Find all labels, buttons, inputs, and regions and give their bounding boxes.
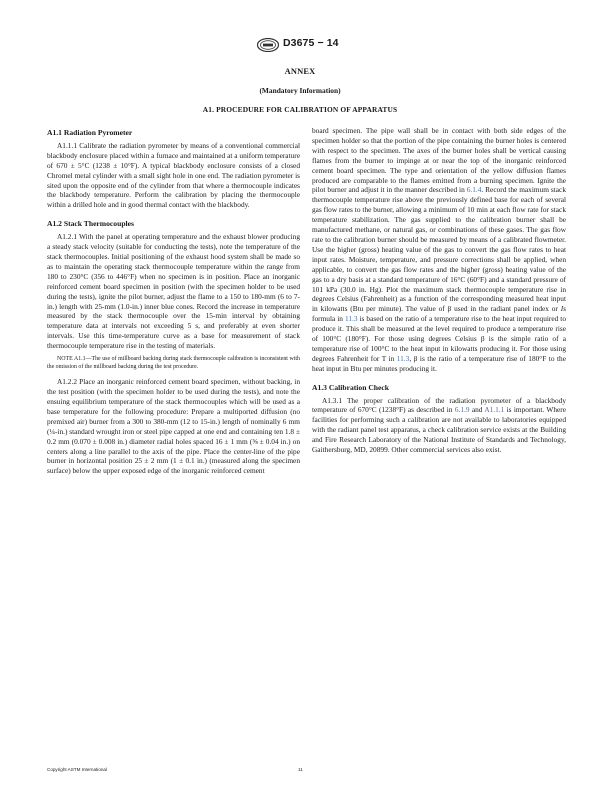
paragraph-a1-1-1: A1.1.1 Calibrate the radiation pyrometer by means of a conventional commercial blackbody enclosure placed within a furnace and maintained at a uniform temperature of 670 ± 5°C (1238 ± 10°F). A typical blackbody enclosure consists of a closed Chromel metal cylinder with a small sight hole in one end. The radiation pyrometer is sited upon the opposite end of the cylinder from that where a thermocouple indicates the blackbody temperature. Perform the calibration by placing the thermocouple within a drilled hole and in good thermal contact with the blackbody. xyxy=(47,140,300,210)
paragraph-text: A1.3.1 The proper calibration of the radiation pyrometer of a blackbody temperature of 670°C (1238°F) as described in xyxy=(312,395,566,415)
section-heading-a1-1: A1.1 Radiation Pyrometer xyxy=(47,128,133,137)
right-column xyxy=(312,126,566,459)
paragraph-text: is important. Where facilities for performing such a calibration are not available to laboratories equipped with the radiant panel test apparatus, a check calibration service exists at the Building and Fire Research Laboratory of the National Institute of Standards and Technology, Gaithersburg, MD, 20899. Other commercial services also exist. xyxy=(312,405,566,455)
section-heading-a1-2: A1.2 Stack Thermocouples xyxy=(47,219,134,229)
annex-title: ANNEX xyxy=(284,67,316,76)
paragraph-a1-2-2-continued xyxy=(312,126,566,374)
mandatory-label: (Mandatory Information) xyxy=(259,86,341,95)
link-6-1-9[interactable]: 6.1.9 xyxy=(454,405,470,415)
link-11-3[interactable]: 11.3 xyxy=(344,314,358,324)
paragraph-text: , β is the ratio of a temperature rise of 180°F to the heat input in Btu per minutes producing it. xyxy=(312,353,566,373)
note-a1-1: NOTE A1.1—The use of millboard backing during stack thermocouple calibration is inconsistent with the omission of the millboard backing during the test procedure. xyxy=(47,356,300,370)
document-header xyxy=(0,37,600,53)
page-number: 11 xyxy=(298,767,303,772)
astm-logo-icon xyxy=(257,38,279,52)
paragraph-text: is based on the ratio of a temperature rise to the heat input required to produce it. This shall be measured at the level required to produce a temperature rise of 100°C (180°F). For those using degrees Celsius β is the simple ratio of a temperature rise of 100°C to the heat input in kilowatts producing it. For those using degrees Fahrenheit for T in xyxy=(312,314,566,363)
standard-designation: D3675 − 14 xyxy=(283,37,339,49)
link-11-3[interactable]: 11.3 xyxy=(396,353,410,363)
left-column xyxy=(47,126,300,480)
procedure-title: A1. PROCEDURE FOR CALIBRATION OF APPARATUS xyxy=(202,105,398,114)
copyright-footer: Copyright ASTM International xyxy=(47,767,108,772)
link-6-1-4[interactable]: 6.1.4 xyxy=(466,185,482,195)
paragraph-a1-3-1 xyxy=(312,396,566,455)
paragraph-text: and xyxy=(469,405,485,415)
paragraph-text: formula in xyxy=(312,314,345,324)
link-a1-1-1[interactable]: A1.1.1 xyxy=(484,405,505,415)
paragraph-text: board specimen. The pipe wall shall be in contact with both side edges of the specimen holder so that the portion of the pipe containing the burner holes is centered with respect to the specimen. The axes of the burner holes shall be vertical causing flames from the burner to impinge at or near the top of the inorganic reinforced cement board specimen. The type and orientation of the yellow diffusion flames produced are comparable to the flames emitted from a burning specimen. Ignite the pilot burner and adjust it in the manner described in xyxy=(312,126,566,195)
is-symbol: Is xyxy=(560,304,566,314)
paragraph-a1-2-1: A1.2.1 With the panel at operating temperature and the exhaust blower producing a steady stack velocity (suitable for conducting the tests), note the temperature of the stack thermocouples. Initial positioning of the exhaust hood system shall be made so as to maintain the operating stack thermocouple temperature within the range from 180 to 230°C (356 to 446°F) when no specimen is in position. Place an inorganic reinforced cement board specimen in position (with the specimen holder to be used during the tests), ignite the pilot burner, adjust the flame to a 150 to 180-mm (6 to 7-in.) length with 25-mm (1.0-in.) inner blue cones. Record the increase in temperature measured by the stack thermocouple over the 15-min interval by obtaining temperature data at intervals not exceeding 5 s, and preferably at even shorter intervals. Use this time-temperature curve as a base for measurement of stack thermocouple temperature rise in the testing of materials. xyxy=(47,232,300,351)
section-heading-a1-3: A1.3 Calibration Check xyxy=(312,382,389,392)
paragraph-text: . Record the maximum stack thermocouple temperature rise above the previously defined base for each of several gas flow rates to the burner, allowing a minimum of 10 min at each flow rate for stack temperature stabilization. The gas supplied to the calibration burner shall be manufactured methane, or natural gas, or combinations of these gases. The gas flow rate to the calibration burner should be measured by means of a calibrated flowmeter. Use the higher (gross) heating value of the gas to convert the gas flow rates to heat input rates. Moisture, temperature, and pressure corrections shall be applied, when applicable, to convert the gas flow rates and the higher (gross) heating value of the gas to a dry basis at a standard temperature of 16°C (60°F) and a standard pressure of 101 kPa (30.0 in. Hg). Plot the maximum stack thermocouple temperature rise in degrees Celsius (Fahrenheit) as a function of the corresponding measured heat input in kilowatts (Btu per minute). The value of β used in the radiant panel index or xyxy=(312,185,566,314)
paragraph-a1-2-2: A1.2.2 Place an inorganic reinforced cement board specimen, without backing, in the test position (with the specimen holder to be used during the tests), and note the ensuing equilibrium temperature of the stack thermocouples which will be used as a base temperature for the following procedure: Prepare a multiported diffusion (no premixed air) burner from a 300 to 380-mm (12 to 15-in.) length of nominally 6 mm (¼-in.) standard wrought iron or steel pipe capped at one end and containing ten 1.8 ± 0.2 mm (0.070 ± 0.008 in.) diameter radial holes spaced 16 ± 1 mm (⅝ ± 0.04 in.) on centers along a line parallel to the axis of the pipe. Place the center-line of the pipe burner in horizontal position 25 ± 2 mm (1 ± 0.1 in.) (measured along the specimen surface) below the upper exposed edge of the inorganic reinforced cement xyxy=(47,377,300,476)
